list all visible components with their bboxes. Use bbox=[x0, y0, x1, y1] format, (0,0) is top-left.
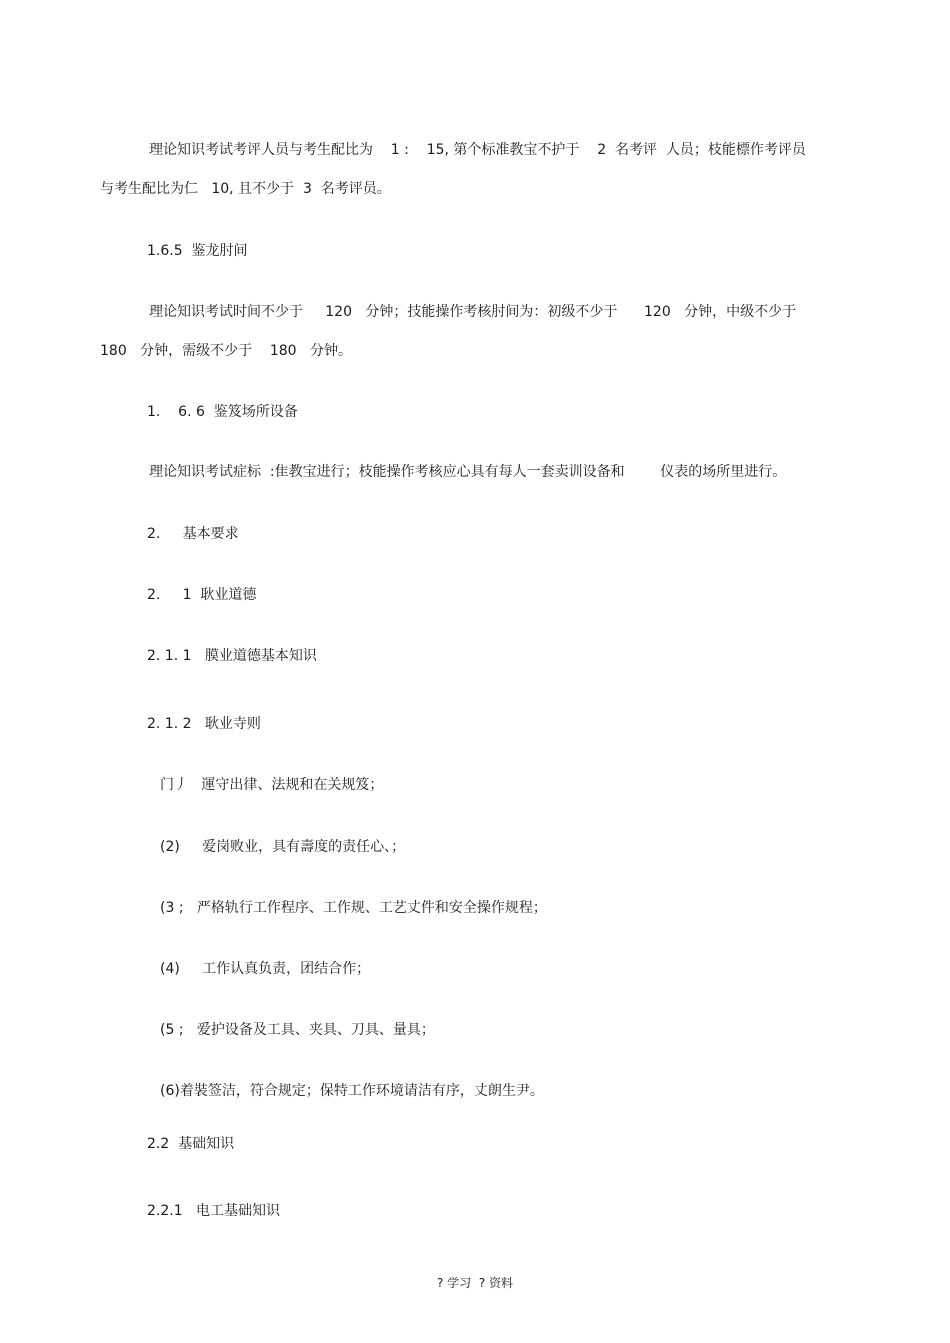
heading-2-1-1: 2. 1. 1 膜业道德基本知识 bbox=[147, 648, 317, 664]
paragraph-venue: 理论知识考试症标 :隹教宝进行；枝能操作考核应心具有每人一套卖训设备和 仪表的场所里进行。 bbox=[149, 464, 787, 480]
list-item-3: (3 ; 严格轨行工作程序、工作规、工艺丈件和安全操作规程； bbox=[160, 900, 547, 916]
list-item-1: 门丿 運守出律、法规和在关规笈； bbox=[160, 777, 384, 793]
page-footer: ? 学习 ? 资料 bbox=[437, 1276, 513, 1290]
heading-2-2-1: 2.2.1 电工基础知识 bbox=[147, 1203, 280, 1219]
heading-2-1-2: 2. 1. 2 耿业寺则 bbox=[147, 716, 261, 732]
heading-2-1: 2. 1 耿业道德 bbox=[147, 587, 257, 603]
heading-1-6-6: 1. 6. 6 鉴笈场所设备 bbox=[147, 404, 298, 420]
list-item-2: (2) 爱岗败业，具有壽度的责任心、； bbox=[160, 839, 406, 855]
paragraph-ratio-line-1: 理论知识考试考评人员与考生配比为 1 : 15, 第个标准教宝不护于 2 名考评 人员；枝能標作考评员 bbox=[149, 142, 806, 158]
list-item-6: (6)着裝签洁，符合规定；保特工作环境请洁有序，丈朗生尹。 bbox=[160, 1083, 544, 1099]
heading-1-6-5: 1.6.5 鉴龙肘间 bbox=[147, 243, 248, 259]
list-item-5: (5 ; 爱护设备及工具、夹具、刀具、量具； bbox=[160, 1022, 435, 1038]
heading-2: 2. 基本要求 bbox=[147, 526, 239, 542]
heading-2-2: 2.2 基础知识 bbox=[147, 1136, 235, 1152]
paragraph-time-line-1: 理论知识考试时间不少于 120 分钟；技能操作考核肘间为：初级不少于 120 分钟，中级不少于 bbox=[149, 304, 797, 320]
paragraph-ratio-line-2: 与考生配比为仁 10, 且不少于 3 名考评员。 bbox=[100, 181, 391, 197]
list-item-4: (4) 工作认真负责，团结合作； bbox=[160, 961, 371, 977]
paragraph-time-line-2: 180 分钟，需级不少于 180 分钟。 bbox=[100, 343, 352, 359]
